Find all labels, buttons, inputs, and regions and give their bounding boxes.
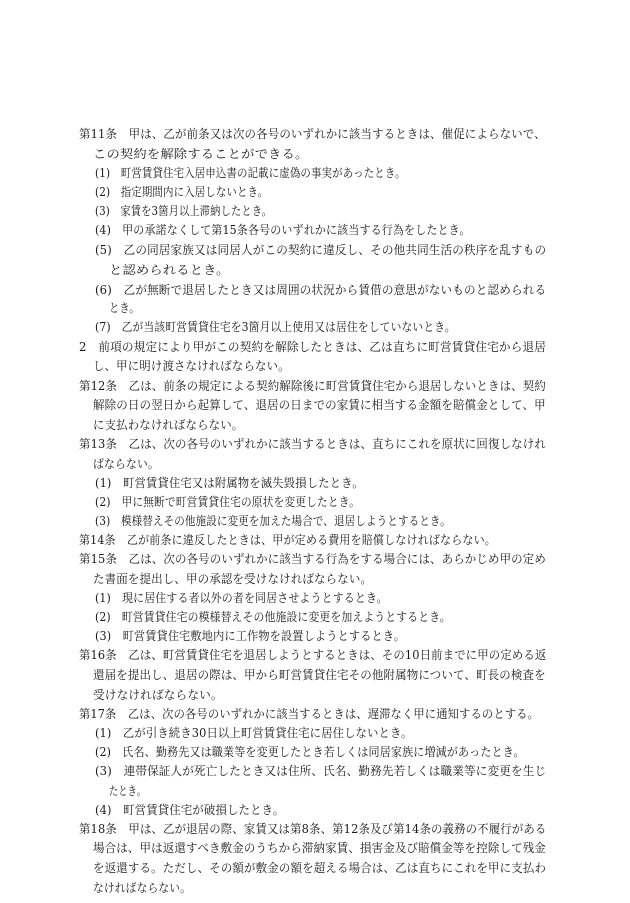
text-line: 第18条 甲は、乙が退居の際、家賃又は第8条、第12条及び第14条の義務の不履行がある — [79, 822, 547, 836]
text-line: し、甲に明け渡さなければならない。 — [93, 359, 290, 373]
text-line: 2 前項の規定により甲がこの契約を解除したときは、乙は直ちに町営賃貸住宅から退居 — [79, 340, 547, 354]
text-line: (4) 甲の承諾なくして第15条各号のいずれかに該当する行為をしたとき。 — [95, 223, 471, 237]
text-line: (2) 甲に無断で町営賃貸住宅の原状を変更したとき。 — [95, 495, 361, 509]
text-line: (2) 町営賃貸住宅の模様替えその他施設に変更を加えようとするとき。 — [95, 610, 451, 624]
text-line: 第17条 乙は、次の各号のいずれかに該当するときは、遅滞なく甲に通知するのとする。 — [79, 707, 540, 721]
text-line: 場合は、甲は返還すべき敷金のうちから滞納家賃、損害金及び賠償金等を控除して残金 — [93, 841, 546, 855]
text-line: この契約を解除することができる。 — [93, 147, 309, 161]
text-line: 第15条 乙は、次の各号のいずれかに該当する行為をする場合には、あらかじめ甲の定め — [79, 552, 546, 566]
text-line: (1) 現に居住する者以外の者を同居させようとするとき。 — [95, 591, 388, 605]
text-line: (7) 乙が当該町営賃貸住宅を3箇月以上使用又は居住をしていないとき。 — [95, 320, 456, 334]
text-line: (4) 町営賃貸住宅が破損したとき。 — [95, 803, 285, 817]
text-line: (6) 乙が無断で退居したとき又は周囲の状況から賃借の意思がないものと認められる — [95, 283, 547, 297]
text-line: (5) 乙の同居家族又は同居人がこの契約に違反し、その他共同生活の秩序を乱すもの — [95, 243, 547, 257]
text-line: (3) 連帯保証人が死亡したとき又は住所、氏名、勤務先若しくは職業等に変更を生じ — [95, 764, 547, 778]
text-line: 解除の日の翌日から起算して、退居の日までの家賃に相当する金額を賠償金として、甲 — [93, 398, 546, 412]
text-line: なければならない。 — [93, 881, 192, 895]
text-line: (3) 町営賃貸住宅敷地内に工作物を設置しようとするとき。 — [95, 629, 406, 643]
text-line: に支払わなければならない。 — [93, 418, 244, 432]
text-line: たとき。 — [109, 784, 146, 798]
text-line: 還届を提出し、退居の際は、甲から町営賃貸住宅その他附属物について、町長の検査を — [93, 668, 546, 682]
text-line: 第16条 乙は、町営賃貸住宅を退居しようとするときは、その10日前までに甲の定める返 — [79, 648, 547, 662]
text-line: (2) 指定期間内に入居しないとき。 — [95, 185, 269, 199]
text-line: (1) 町営賃貸住宅又は附属物を滅失毀損したとき。 — [95, 476, 364, 490]
text-line: 第11条 甲は、乙が前条又は次の各号のいずれかに該当するときは、催促によらないで、 — [79, 127, 546, 141]
text-line: (3) 家賃を3箇月以上滞納したとき。 — [95, 204, 273, 218]
text-line: 第13条 乙は、次の各号のいずれかに該当するときは、直ちにこれを原状に回復しなけれ — [79, 437, 546, 451]
text-line: (1) 乙が引き続き30日以上町営賃貸住宅に居住しないとき。 — [95, 726, 413, 740]
text-line: (1) 町営賃貸住宅入居申込書の記載に虚偽の事実があったとき。 — [95, 166, 406, 180]
text-line: た書面を提出し、甲の承認を受けなければならない。 — [93, 572, 373, 586]
text-line: とき。 — [109, 301, 140, 315]
text-line: 第12条 乙は、前条の規定による契約解除後に町営賃貸住宅から退居しないときは、契約 — [79, 379, 546, 393]
text-line: を返還する。ただし、その額が敷金の額を超える場合は、乙は直ちにこれを甲に支払わ — [93, 861, 547, 875]
text-line: と認められるとき。 — [109, 263, 230, 277]
text-line: (3) 模様替えその他施設に変更を加えた場合で、退居しようとするとき。 — [95, 514, 451, 528]
text-line: 受けなければならない。 — [93, 688, 223, 702]
text-line: ばならない。 — [93, 457, 160, 471]
text-line: 第14条 乙が前条に違反したときは、甲が定める費用を賠償しなければならない。 — [79, 533, 496, 547]
text-line: (2) 氏名、勤務先又は職業等を変更したとき若しくは同居家族に増減があったとき。 — [95, 745, 525, 759]
